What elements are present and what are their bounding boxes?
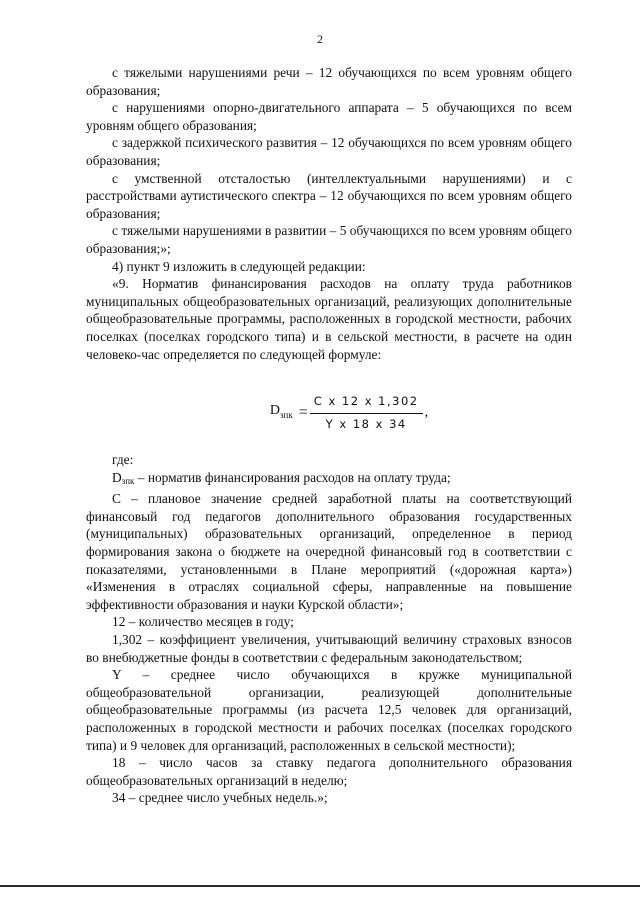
formula-denominator: Y x 18 x 34 <box>325 416 407 431</box>
where-label: где: <box>112 452 134 468</box>
paragraph: с тяжелыми нарушениями речи – 12 обучающихся по всем уровням общего образования; <box>86 65 572 98</box>
paragraph: с умственной отсталостью (интеллектуальными нарушениями) и с расстройствами аутистического спектра – 12 обучающихся по всем уровням общего образования; <box>86 170 572 221</box>
formula-lhs-symbol: D <box>269 402 280 418</box>
paragraph: с нарушениями опорно-двигательного аппарата – 5 обучающихся по всем уровням общего образования; <box>86 100 572 133</box>
paragraph: Y – среднее число обучающихся в кружке муниципальной общеобразовательной организации, реализующей дополнительные общеобразовательные программы (из расчета 12,5 человек для организаций, расположенных в городской местности и рабочих поселках (поселках городского типа) и 9 человек для организаций, расположенных в сельской местности); <box>86 667 572 753</box>
formula <box>86 389 572 437</box>
document-body <box>86 64 572 807</box>
paragraph: 12 – количество месяцев в году; <box>112 614 294 630</box>
paragraph: 34 – среднее число учебных недель.»; <box>112 790 328 806</box>
paragraph: 1,302 – коэффициент увеличения, учитывающий величину страховых взносов во внебюджетные фонды в соответствии с федеральным законодательством; <box>86 632 572 665</box>
formula-equals: = <box>298 404 308 422</box>
d-definition-text: – норматив финансирования расходов на оплату труда; <box>134 469 451 485</box>
formula-lhs <box>270 402 293 424</box>
paragraph: с задержкой психического развития – 12 обучающихся по всем уровням общего образования; <box>86 135 572 168</box>
paragraph: 4) пункт 9 изложить в следующей редакции: <box>112 258 366 274</box>
d-definition <box>86 469 572 491</box>
paragraph: С – плановое значение средней заработной платы на соответствующий финансовый год педагогов дополнительного образования государственных (муниципальных) образовательных организаций, определенное в период формирования закона о бюджете на очередной финансовый год в соответствии с показателями, установленными в Плане мероприятий («дорожная карта») «Изменения в отраслях социальной сферы, направленные на повышение эффективности образования и науки Курской области»; <box>86 491 572 612</box>
d-symbol: D <box>112 469 122 485</box>
paragraph: с тяжелыми нарушениями в развитии – 5 обучающихся по всем уровням общего образования;»; <box>86 223 572 256</box>
d-subscript: зпк <box>121 475 135 486</box>
scan-edge-divider <box>0 885 640 887</box>
formula-numerator: C x 12 x 1,302 <box>310 393 423 414</box>
formula-lhs-subscript: зпк <box>280 409 293 420</box>
paragraph: «9. Норматив финансирования расходов на оплату труда работников муниципальных общеобразовательных организаций, реализующих дополнительные общеобразовательные программы, расположенных в городской местности, рабочих поселках (поселках городского типа) и в сельской местности, в расчете на один человеко-час определяется по следующей формуле: <box>86 276 572 362</box>
paragraph: 18 – число часов за ставку педагога дополнительного образования общеобразовательных организаций в неделю; <box>86 755 572 788</box>
formula-comma: , <box>424 405 429 421</box>
formula-fraction <box>310 393 423 433</box>
page-number: 2 <box>317 32 323 46</box>
